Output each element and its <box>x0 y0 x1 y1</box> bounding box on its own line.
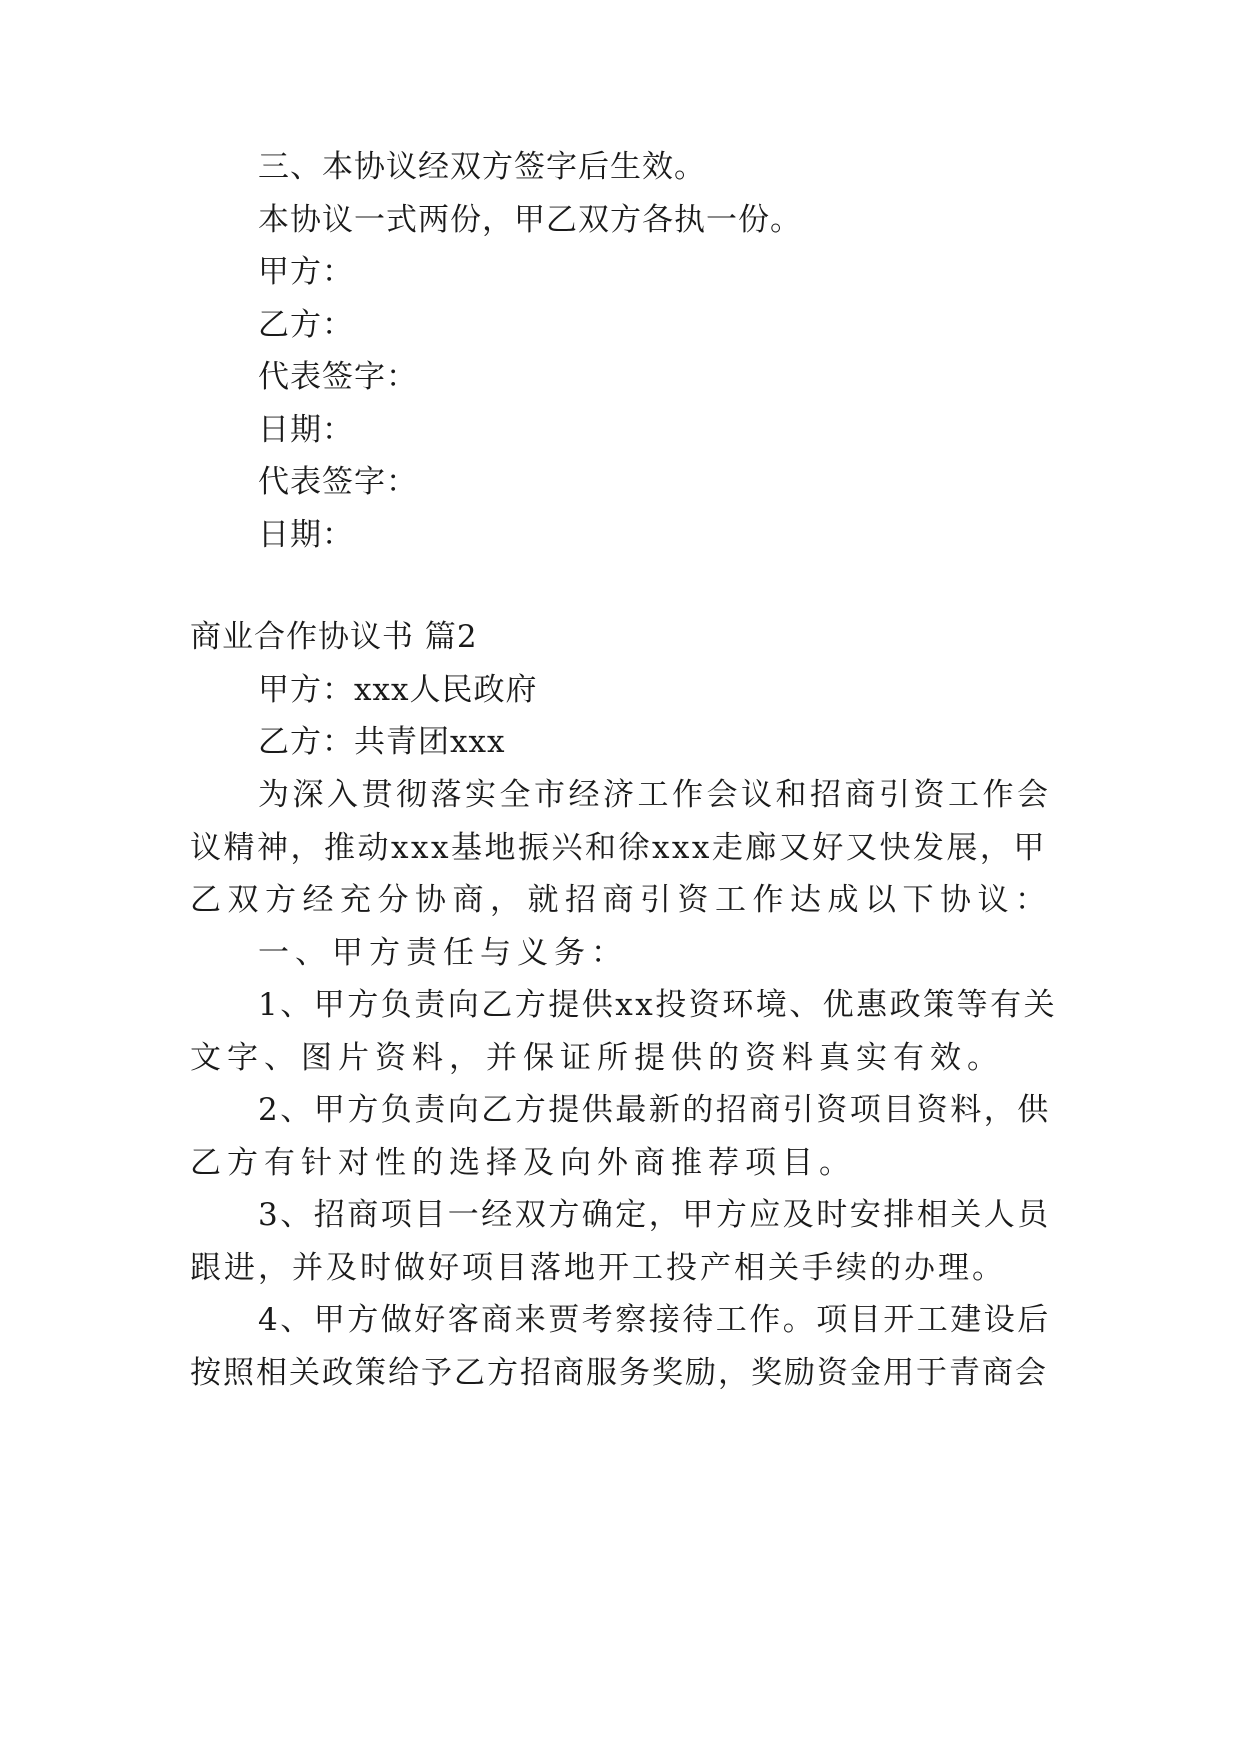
section-heading: 商业合作协议书 篇2 <box>190 619 478 655</box>
section-title: 一、甲方责任与义务： <box>258 935 628 971</box>
paragraph-line: 乙方有针对性的选择及向外商推荐项目。 <box>190 1145 856 1181</box>
paragraph-line: 为深入贯彻落实全市经济工作会议和招商引资工作会 <box>258 777 1052 813</box>
clause-3-text: 三、本协议经双方签字后生效。 <box>258 149 706 185</box>
paragraph-line: 4、甲方做好客商来贾考察接待工作。项目开工建设后 <box>258 1302 1051 1338</box>
paragraph-line: 按照相关政策给予乙方招商服务奖励，奖励资金用于青商会 <box>190 1355 1048 1391</box>
party-b-label: 乙方： <box>258 307 354 343</box>
rep-signature-label: 代表签字： <box>258 359 418 395</box>
copies-text: 本协议一式两份，甲乙双方各执一份。 <box>258 202 802 238</box>
rep-signature-label: 代表签字： <box>258 464 418 500</box>
paragraph-line: 2、甲方负责向乙方提供最新的招商引资项目资料，供 <box>258 1092 1051 1128</box>
party-a-label: 甲方： <box>258 254 354 290</box>
paragraph-line: 3、招商项目一经双方确定，甲方应及时安排相关人员 <box>258 1197 1051 1233</box>
paragraph-line: 跟进，并及时做好项目落地开工投产相关手续的办理。 <box>190 1250 1006 1286</box>
party-a-text: 甲方：xxx人民政府 <box>258 672 538 708</box>
paragraph-line: 议精神，推动xxx基地振兴和徐xxx走廊又好又快发展，甲 <box>190 830 1047 866</box>
paragraph-line: 乙双方经充分协商，就招商引资工作达成以下协议： <box>190 882 1053 918</box>
paragraph-line: 文字、图片资料，并保证所提供的资料真实有效。 <box>190 1040 1004 1076</box>
date-label: 日期： <box>258 412 354 448</box>
paragraph-line: 1、甲方负责向乙方提供xx投资环境、优惠政策等有关 <box>258 987 1058 1023</box>
date-label: 日期： <box>258 517 354 553</box>
party-b-text: 乙方：共青团xxx <box>258 724 506 760</box>
